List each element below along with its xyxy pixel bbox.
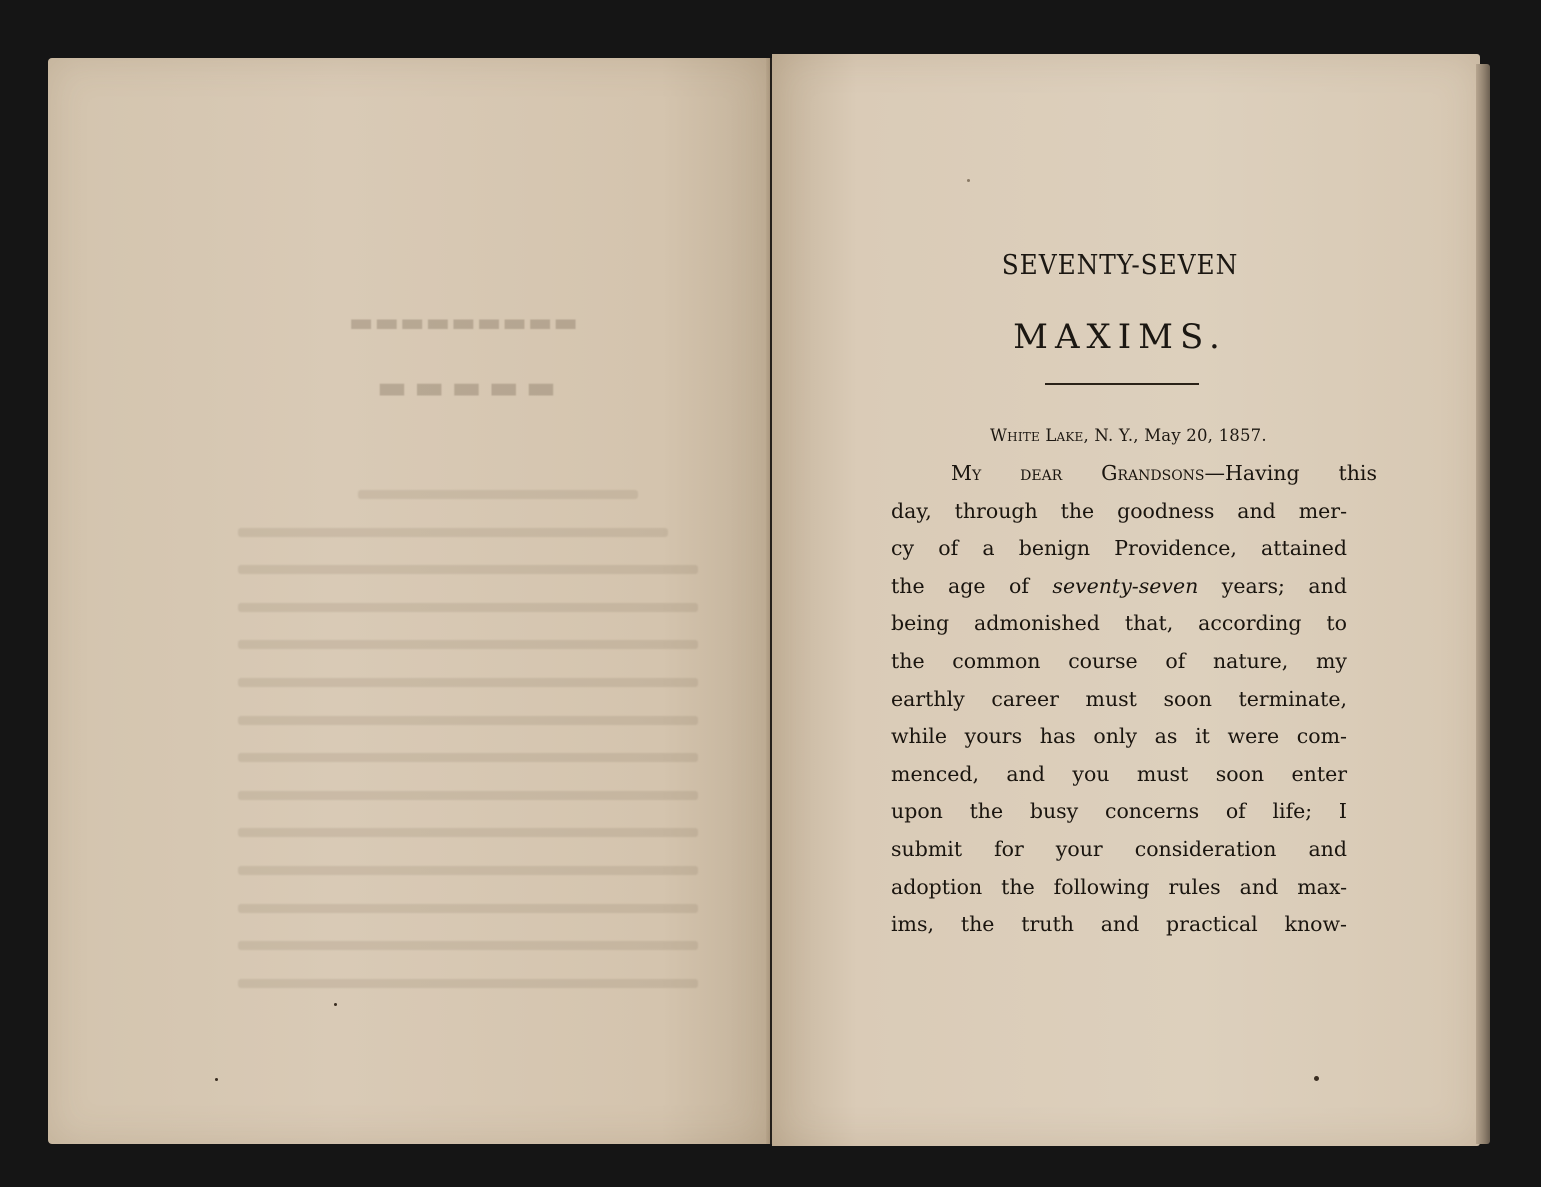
paper-speck bbox=[334, 1003, 337, 1006]
left-page bbox=[48, 58, 770, 1144]
body-line-text: menced, and you must soon enter bbox=[891, 761, 1347, 786]
body-line-text: years; and bbox=[1221, 573, 1347, 598]
dateline-date: , N. Y., May 20, 1857. bbox=[1083, 426, 1267, 445]
body-line-text: the common course of nature, my bbox=[891, 648, 1347, 673]
body-line bbox=[891, 643, 1347, 681]
body-line bbox=[891, 681, 1347, 719]
title-line-1: SEVENTY-SEVEN bbox=[1001, 250, 1239, 281]
body-line-text: ims, the truth and practical know- bbox=[891, 912, 1347, 937]
paper-speck bbox=[215, 1078, 218, 1081]
body-line bbox=[891, 756, 1347, 794]
body-line-text: being admonished that, according to bbox=[891, 611, 1347, 636]
body-line-text: earthly career must soon terminate, bbox=[891, 686, 1347, 711]
body-line-text: while yours has only as it were com- bbox=[891, 724, 1347, 749]
body-line bbox=[891, 455, 1377, 493]
body-line bbox=[891, 568, 1347, 606]
body-line-text: cy of a benign Providence, attained bbox=[891, 536, 1347, 561]
letter-body bbox=[891, 455, 1377, 944]
title-rule bbox=[1045, 383, 1199, 385]
body-line-text: day, through the goodness and mer- bbox=[891, 498, 1347, 523]
body-line-text: submit for your consideration and bbox=[891, 836, 1347, 861]
body-line bbox=[891, 493, 1347, 531]
emphasized-text: seventy-seven bbox=[1052, 573, 1199, 598]
body-line bbox=[891, 605, 1347, 643]
show-through-title: ▬▬▬▬▬▬▬▬▬ ▬▬▬▬▬ bbox=[347, 308, 579, 406]
body-line bbox=[891, 906, 1347, 944]
body-line-text: —Having this bbox=[1204, 461, 1377, 485]
paper-speck bbox=[1314, 1076, 1319, 1081]
body-line-text: upon the busy concerns of life; I bbox=[891, 799, 1347, 824]
body-line bbox=[891, 869, 1347, 907]
salutation: My dear Grandsons bbox=[951, 461, 1205, 485]
body-line bbox=[891, 831, 1347, 869]
body-line bbox=[891, 793, 1347, 831]
cover-edge bbox=[1476, 64, 1490, 1144]
title-block bbox=[860, 250, 1380, 357]
body-line bbox=[891, 530, 1347, 568]
dateline bbox=[990, 426, 1267, 445]
body-line-text: the age of bbox=[891, 573, 1029, 598]
show-through-text bbox=[238, 476, 698, 1002]
body-line-text: adoption the following rules and max- bbox=[891, 874, 1347, 899]
dateline-place: White Lake bbox=[990, 426, 1084, 445]
paper-speck bbox=[967, 179, 970, 182]
body-line bbox=[891, 718, 1347, 756]
title-line-2: MAXIMS. bbox=[1013, 317, 1227, 357]
